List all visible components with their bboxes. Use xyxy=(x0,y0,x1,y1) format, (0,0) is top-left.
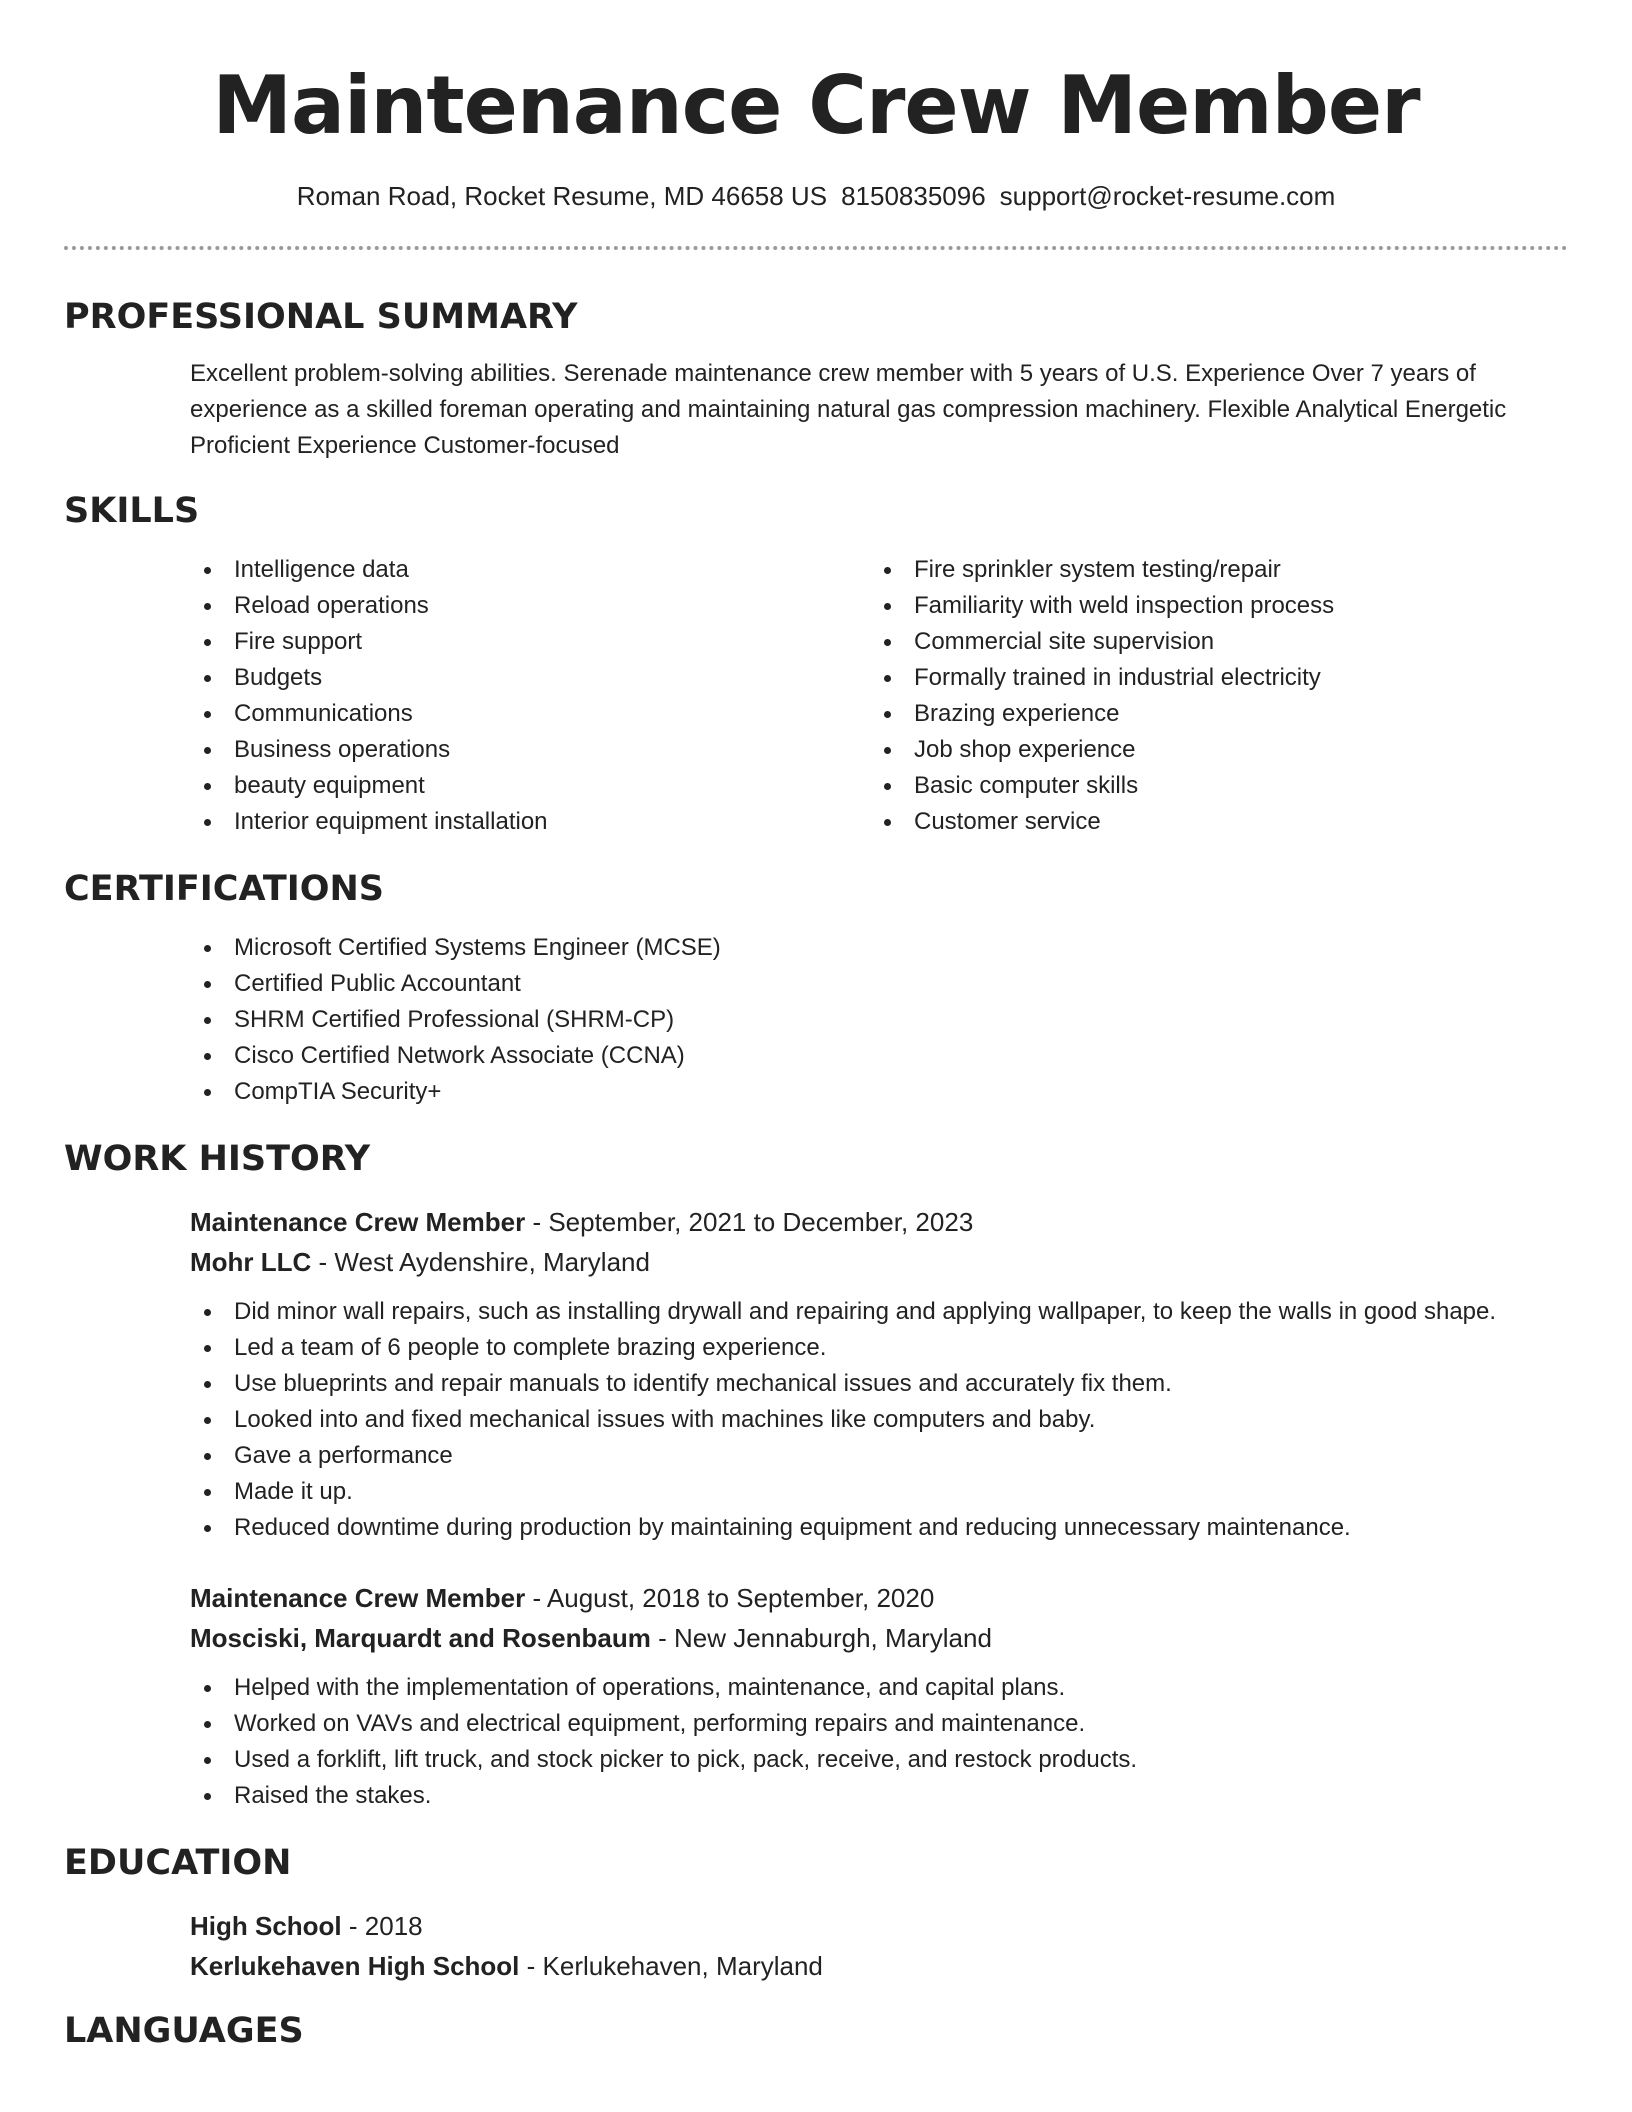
skill-item: Communications xyxy=(190,696,870,732)
job-duty: Made it up. xyxy=(190,1474,1568,1510)
summary-text: Excellent problem-solving abilities. Serenade maintenance crew member with 5 years of U.S. Experience Over 7 years of experience as a skilled foreman operating and maintaining natural gas compression machinery. Flexible Analytical Energetic Proficient Experience Customer-focused xyxy=(190,360,1507,459)
skill-item: Interior equipment installation xyxy=(190,804,870,840)
languages-heading: LANGUAGES xyxy=(64,2011,304,2051)
certifications-heading: CERTIFICATIONS xyxy=(64,869,385,909)
skill-item: Business operations xyxy=(190,732,870,768)
certifications-list xyxy=(190,930,1568,1110)
job-company-line xyxy=(190,1242,1568,1282)
job-duty: Reduced downtime during production by maintaining equipment and reducing unnecessary maintenance. xyxy=(190,1510,1568,1546)
contact-address: Roman Road, Rocket Resume, MD 46658 US xyxy=(296,181,828,211)
header-divider xyxy=(64,246,1568,250)
job-duty: Did minor wall repairs, such as installing drywall and repairing and applying wallpaper, to keep the walls in good shape. xyxy=(190,1294,1568,1330)
job-title-line xyxy=(190,1202,1568,1242)
contact-line xyxy=(64,180,1568,212)
work-history-heading: WORK HISTORY xyxy=(64,1139,371,1179)
skill-item: beauty equipment xyxy=(190,768,870,804)
job-entry xyxy=(190,1578,1568,1814)
skill-item: Job shop experience xyxy=(870,732,1550,768)
education-year: - 2018 xyxy=(341,1911,423,1941)
job-duty: Helped with the implementation of operations, maintenance, and capital plans. xyxy=(190,1670,1568,1706)
job-location: - West Aydenshire, Maryland xyxy=(311,1247,650,1277)
job-role: Maintenance Crew Member xyxy=(190,1583,526,1613)
skill-item: Fire sprinkler system testing/repair xyxy=(870,552,1550,588)
job-company-line xyxy=(190,1618,1568,1658)
certification-item: Certified Public Accountant xyxy=(190,966,1568,1002)
job-duty: Use blueprints and repair manuals to identify mechanical issues and accurately fix them. xyxy=(190,1366,1568,1402)
skill-item: Fire support xyxy=(190,624,870,660)
skill-item: Basic computer skills xyxy=(870,768,1550,804)
skills-grid xyxy=(190,552,1568,840)
education-heading: EDUCATION xyxy=(64,1843,292,1883)
job-duty: Looked into and fixed mechanical issues with machines like computers and baby. xyxy=(190,1402,1568,1438)
certification-item: Microsoft Certified Systems Engineer (MCSE) xyxy=(190,930,1568,966)
job-dates: - September, 2021 to December, 2023 xyxy=(525,1207,974,1237)
skill-item: Intelligence data xyxy=(190,552,870,588)
job-duty: Led a team of 6 people to complete brazing experience. xyxy=(190,1330,1568,1366)
skill-item: Budgets xyxy=(190,660,870,696)
summary-heading: PROFESSIONAL SUMMARY xyxy=(64,297,578,337)
skill-item: Familiarity with weld inspection process xyxy=(870,588,1550,624)
certification-item: Cisco Certified Network Associate (CCNA) xyxy=(190,1038,1568,1074)
job-duty: Worked on VAVs and electrical equipment, performing repairs and maintenance. xyxy=(190,1706,1568,1742)
candidate-name: Maintenance Crew Member xyxy=(212,59,1420,152)
skills-list-left xyxy=(190,552,870,840)
education-school: Kerlukehaven High School xyxy=(190,1951,520,1981)
job-duty: Used a forklift, lift truck, and stock picker to pick, pack, receive, and restock products. xyxy=(190,1742,1568,1778)
contact-email: support@rocket-resume.com xyxy=(999,181,1336,211)
skill-item: Commercial site supervision xyxy=(870,624,1550,660)
education-location: - Kerlukehaven, Maryland xyxy=(519,1951,823,1981)
job-location: - New Jennaburgh, Maryland xyxy=(650,1623,992,1653)
job-role: Maintenance Crew Member xyxy=(190,1207,526,1237)
job-duty: Raised the stakes. xyxy=(190,1778,1568,1814)
education-entry xyxy=(190,1906,1568,1986)
education-degree: High School xyxy=(190,1911,342,1941)
job-company: Mohr LLC xyxy=(190,1247,312,1277)
skill-item: Brazing experience xyxy=(870,696,1550,732)
skill-item: Reload operations xyxy=(190,588,870,624)
certification-item: CompTIA Security+ xyxy=(190,1074,1568,1110)
skill-item: Formally trained in industrial electricity xyxy=(870,660,1550,696)
job-duties-list xyxy=(190,1670,1568,1814)
skill-item: Customer service xyxy=(870,804,1550,840)
job-duties-list xyxy=(190,1294,1568,1546)
job-company: Mosciski, Marquardt and Rosenbaum xyxy=(190,1623,651,1653)
certification-item: SHRM Certified Professional (SHRM-CP) xyxy=(190,1002,1568,1038)
job-title-line xyxy=(190,1578,1568,1618)
job-entry xyxy=(190,1202,1568,1546)
contact-phone: 8150835096 xyxy=(841,181,986,211)
job-duty: Gave a performance xyxy=(190,1438,1568,1474)
skills-list-right xyxy=(870,552,1550,840)
education-degree-line xyxy=(190,1906,1568,1946)
skills-heading: SKILLS xyxy=(64,491,200,531)
job-dates: - August, 2018 to September, 2020 xyxy=(525,1583,935,1613)
education-school-line xyxy=(190,1946,1568,1986)
